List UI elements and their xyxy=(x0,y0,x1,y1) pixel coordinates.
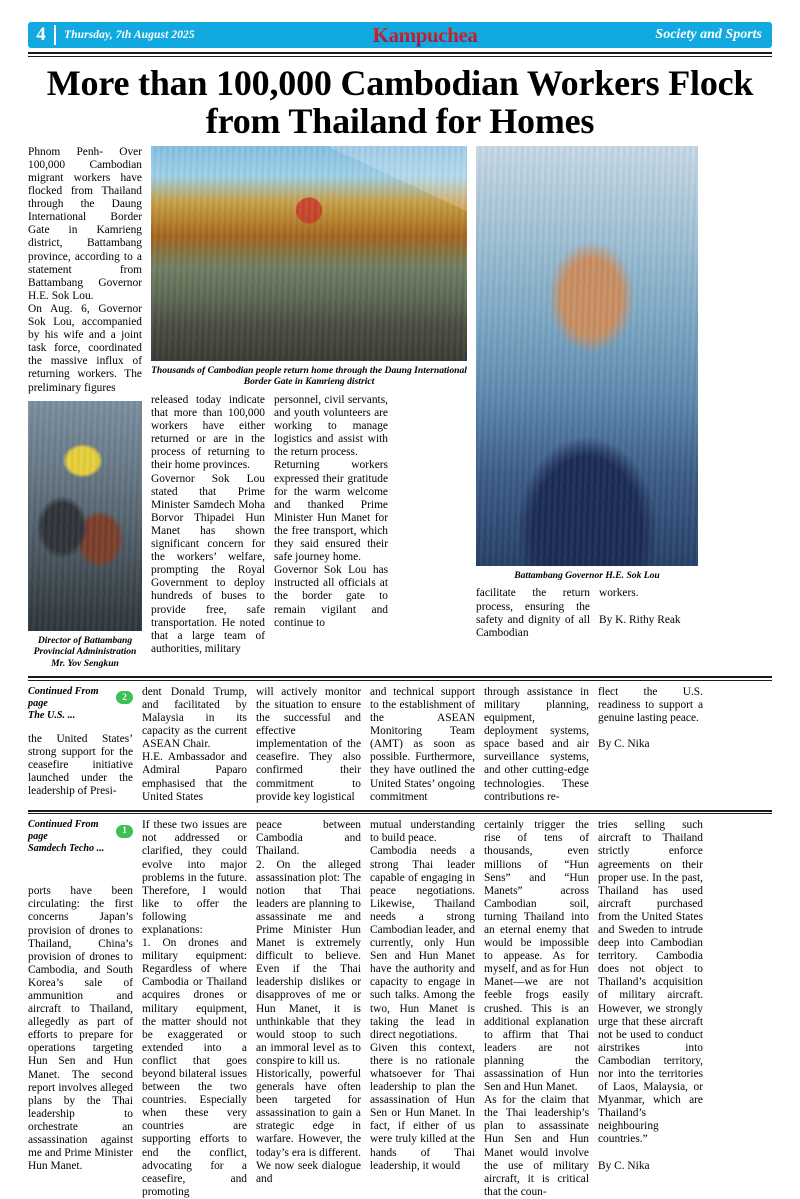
body-paragraph: personnel, civil servants, and youth volunteers are working to manage logistics and assist with the return process. xyxy=(274,394,388,459)
body-paragraph: As for the claim that the Thai leadership’s plan to assassinate Hun Sen and Hun Manet would involve the use of military aircraft, it is critical that the coun- xyxy=(484,1094,589,1198)
continued-from-label: Continued From page xyxy=(28,819,99,843)
continued-us-column-2 xyxy=(142,686,247,804)
body-paragraph: ports have been circulating: the first concerns Japan’s provision of drones to Thailand, China’s provision of drones to Cambodia, and South Korea’s sale of ammunition and aircraft to Thailand, allegedly as part of efforts to prepare for operations targeting Hun Sen and Hun Manet. The second report involves alleged plans by the Thai leadership to orchestrate an assassination against me and Prime Minister Hun Manet. xyxy=(28,885,133,1173)
body-paragraph: workers. xyxy=(599,587,639,600)
lead-column xyxy=(28,146,142,670)
continued-us-column-1 xyxy=(28,686,133,804)
body-paragraph: will actively monitor the situation to ensure the successful and effective implementation of the ceasefire. They also confirmed their commitment to provide key logistical xyxy=(256,685,361,803)
body-paragraph: the United States’ strong support for the ceasefire initiative launched under the leadership of Presi- xyxy=(28,732,133,798)
photo-governor-sok-lou xyxy=(476,146,698,566)
continued-techo-article xyxy=(28,819,772,1199)
continued-techo-column-6 xyxy=(598,819,703,1199)
body-paragraph: flect the U.S. readiness to support a genuine lasting peace. xyxy=(598,685,703,725)
continued-techo-column-4 xyxy=(370,819,475,1199)
body-paragraph: H.E. Ambassador and Admiral Paparo emphasised that the United States xyxy=(142,751,247,803)
continued-story-slug: The U.S. ... xyxy=(28,709,76,721)
continued-from-header[interactable] xyxy=(28,686,133,710)
body-column-4 xyxy=(274,394,388,656)
body-column-5 xyxy=(476,587,590,639)
photo-border-gate-crowd xyxy=(151,146,467,361)
right-block xyxy=(476,146,698,670)
masthead-rule xyxy=(28,52,772,54)
body-paragraph: Cambodia needs a strong Thai leader capable of engaging in peace negotiations. Likewise, Thailand needs a strong Cambodian leader, and currently, only Hun Sen and Hun Manet have the authority and capacity to engage in such talks. Among the two, Hun Manet is taking the lead in direct negotiations. xyxy=(370,845,475,1041)
body-column-3 xyxy=(151,394,265,656)
top-article-block xyxy=(28,146,772,670)
continued-us-article xyxy=(28,686,772,804)
section-rule-thin xyxy=(28,813,772,814)
brand-title: Kampuchea xyxy=(372,22,478,47)
continued-from-label: Continued From page xyxy=(28,685,99,709)
newspaper-page xyxy=(0,22,800,1198)
body-paragraph: tries selling such aircraft to Thailand strictly enforce agreements on their proper use. In the past, Thailand has used aircraft purchased from the United States and Sweden to intrude deep into Cambodian territory. Cambodia does not object to Thailand’s acquisition of military aircraft. However, we strongly urge that these aircraft not be used to conduct airstrikes into Cambodian territory, nor into the territories of Laos, Malaysia, or Myanmar, which are Thailand’s neighbouring countries.” xyxy=(598,819,703,1146)
section-rule xyxy=(28,676,772,678)
dateline: Thursday, 7th August 2025 xyxy=(64,29,195,41)
body-paragraph: 1. On drones and military equipment: Regardless of where Cambodia or Thailand acquires drones or military equipment, the matter should not be exaggerated or extended into a conflict that goes beyond bilateral issues between the two countries. Especially when these very countries are supporting efforts to end the conflict, advocating for a ceasefire, and promoting xyxy=(142,937,247,1198)
photo-texture xyxy=(476,146,698,566)
continued-story-slug: Samdech Techo ... xyxy=(28,843,105,855)
continued-page-badge[interactable]: 2 xyxy=(116,691,133,704)
continued-us-column-5 xyxy=(484,686,589,804)
continued-techo-column-1 xyxy=(28,819,133,1199)
body-paragraph: Governor Sok Lou has instructed all officials at the border gate to remain vigilant and continue to xyxy=(274,564,388,629)
middle-text-columns xyxy=(151,394,467,656)
continued-us-column-4 xyxy=(370,686,475,804)
caption-governor: Battambang Governor H.E. Sok Lou xyxy=(514,569,660,581)
body-paragraph: If these two issues are not addressed or clarified, they could evolve into major problems in the future. Therefore, I would like to offer the following explanations: xyxy=(142,819,247,936)
continued-from-header[interactable] xyxy=(28,819,133,843)
body-paragraph: through assistance in military planning, equipment, deployment systems, space based and air surveillance systems, and other cutting-edge technologies. These contributions re- xyxy=(484,685,589,803)
continued-us-column-3 xyxy=(256,686,361,804)
body-paragraph: released today indicate that more than 100,000 workers have either returned or are in the process of returning to their home provinces. xyxy=(151,394,265,472)
body-paragraph: Returning workers expressed their gratitude for the warm welcome and thanked Prime Minister Hun Manet for the free transport, which they said ensured their safe journey home. xyxy=(274,459,388,564)
lead-paragraph-2: On Aug. 6, Governor Sok Lou, accompanied by his wife and a joint task force, coordinated the massive influx of returning workers. The preliminary figures xyxy=(28,302,142,394)
body-paragraph: and technical support to the establishment of the ASEAN Monitoring Team (AMT) as soon as possible. Furthermore, they have outlined the United States’ ongoing commitment xyxy=(370,685,475,803)
page-title: More than 100,000 Cambodian Workers Flock from Thailand for Homes xyxy=(46,62,754,141)
body-paragraph: Given this context, there is no rationale whatsoever for Thai leadership to plan the assassination of Hun Sen or Hun Manet. In fact, if either of us were truly killed at the hands of Thai leadership, it would xyxy=(370,1041,475,1172)
body-paragraph: mutual understanding to build peace. xyxy=(370,819,475,845)
body-paragraph: Historically, powerful generals have often been targeted for assassination to gain a strategic edge in warfare. However, the today’s era is different. We now seek dialogue and xyxy=(256,1068,361,1185)
section-rule xyxy=(28,810,772,812)
continued-techo-column-5 xyxy=(484,819,589,1199)
continued-techo-column-2 xyxy=(142,819,247,1199)
body-paragraph: certainly trigger the rise of tens of thousands, even millions of “Hun Sens” and “Hun Manets” across Cambodian soil, turning Thailand into an eternal enemy that would be impossible to appease. As for myself, and as for Hun Manet—we are not feeble frogs easily crushed. This is an additional explanation to affirm that Thai leaders are not planning the assassination of Hun Sen and Hun Manet. xyxy=(484,819,589,1094)
byline-main: By K. Rithy Reak xyxy=(599,613,681,626)
continued-techo-column-3 xyxy=(256,819,361,1199)
caption-director: Director of Battambang Provincial Administration Mr. Yov Sengkun xyxy=(33,634,137,669)
page-number: 4 xyxy=(36,24,46,45)
body-paragraph: dent Donald Trump, and facilitated by Malaysia in its capacity as the current ASEAN Chair. xyxy=(142,685,247,751)
lead-paragraph-1: Phnom Penh- Over 100,000 Cambodian migrant workers have flocked from Thailand through the Daung International Border Gate in Kamrieng district, Battambang province, according to a statement from Battambang Governor H.E. Sok Lou. xyxy=(28,145,142,302)
body-paragraph: peace between Cambodia and Thailand. xyxy=(256,819,361,858)
masthead xyxy=(28,22,772,48)
masthead-rule-thin xyxy=(28,56,772,57)
photo-texture xyxy=(151,146,467,361)
body-paragraph: 2. On the alleged assassination plot: The notion that Thai leaders are planning to assassinate me and Prime Minister Hun Manet is extremely difficult to believe. Even if the Thai leadership dislikes or disapproves of me or Hun Manet, it is unthinkable that they would stoop to such an immoral level as to conspire to kill us. xyxy=(256,858,361,1067)
continued-us-column-6 xyxy=(598,686,703,804)
section-name: Society and Sports xyxy=(655,27,762,42)
byline-continued-techo: By C. Nika xyxy=(598,1159,650,1172)
photo-texture xyxy=(28,401,142,631)
continued-page-badge[interactable]: 1 xyxy=(116,825,133,838)
body-column-6 xyxy=(599,587,698,639)
brand-container xyxy=(195,22,656,48)
caption-crowd: Thousands of Cambodian people return home through the Daung International Border Gate in Kamrieng district xyxy=(151,364,467,388)
middle-block xyxy=(151,146,467,670)
photo-returning-workers xyxy=(28,401,142,631)
right-text-columns xyxy=(476,587,698,639)
section-rule-thin xyxy=(28,680,772,681)
byline-continued-us: By C. Nika xyxy=(598,738,650,751)
body-paragraph: facilitate the return process, ensuring the safety and dignity of all Cambodian xyxy=(476,587,590,639)
body-paragraph: Governor Sok Lou stated that Prime Minister Samdech Moha Borvor Thipadei Hun Manet has shown significant concern for the workers’ welfare, prompting the Royal Government to deploy hundreds of buses to provide free, safe transportation. He noted that a large team of authorities, military xyxy=(151,472,265,655)
